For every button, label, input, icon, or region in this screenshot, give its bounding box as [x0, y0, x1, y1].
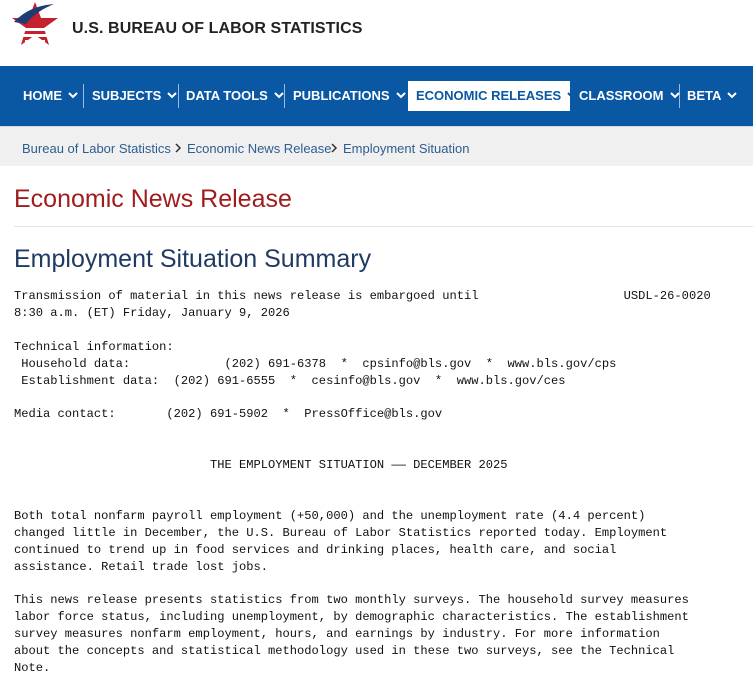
site-header [0, 0, 753, 66]
chevron-right-icon [174, 143, 182, 153]
nav-economic-releases[interactable] [408, 81, 570, 111]
nav-divider [178, 84, 179, 108]
breadcrumb-link-economic-news-release[interactable]: Economic News Release [187, 141, 332, 156]
nav-economic-releases-label: ECONOMIC RELEASES [416, 88, 562, 103]
nav-classroom[interactable] [579, 81, 681, 111]
nav-home[interactable] [23, 81, 79, 111]
nav-data-tools-label: DATA TOOLS [186, 88, 268, 103]
nav-divider [679, 84, 680, 108]
nav-divider [284, 84, 285, 108]
nav-publications[interactable] [293, 81, 407, 111]
nav-divider [83, 84, 84, 108]
agency-name[interactable]: U.S. BUREAU OF LABOR STATISTICS [72, 20, 363, 37]
nav-home-label: HOME [23, 88, 62, 103]
heading-divider [14, 226, 753, 227]
nav-classroom-label: CLASSROOM [579, 88, 664, 103]
bls-logo-icon[interactable] [10, 0, 60, 56]
breadcrumb [0, 126, 753, 166]
nav-data-tools[interactable] [186, 81, 285, 111]
chevron-down-icon [166, 89, 178, 101]
release-title: Economic News Release [14, 185, 292, 213]
chevron-down-icon [395, 89, 407, 101]
nav-subjects[interactable] [92, 81, 178, 111]
nav-subjects-label: SUBJECTS [92, 88, 162, 103]
release-body-text: Transmission of material in this news release is embargoed until USDL-26-0020 8:30 a.m. (ET) Friday, January 9, 2026 Technical information: Household data: (202) 691-6378 * cpsinfo@bls.gov * www.bls.gov/cps Establishment data: (202) 691-6555 * cesinfo@bls.gov * www.bls.gov/ces Media contact: (202) 691-5902 * PressOffice@bls.gov THE EMPLOYMENT SITUATION —— DECEMBER 2025 Both total nonfarm payroll employment (+50,000) and the unemployment rate (4.4 percent) changed little in December, the U.S. Bureau of Labor Statistics reported today. Employment continued to trend up in food services and drinking places, health care, and social assistance. Retail trade lost jobs. This news release presents statistics from two monthly surveys. The household survey measures labor force status, including unemployment, by demographic characteristics. The establishment survey measures nonfarm employment, hours, and earnings by industry. For more information about the concepts and statistical methodology used in these two surveys, see the Technical Note. [14, 289, 711, 675]
summary-title: Employment Situation Summary [14, 245, 372, 273]
breadcrumb-link-employment-situation[interactable]: Employment Situation [343, 141, 470, 156]
chevron-down-icon [726, 89, 738, 101]
breadcrumb-link-bls[interactable]: Bureau of Labor Statistics [22, 141, 171, 156]
main-nav [0, 66, 753, 126]
nav-beta[interactable] [687, 81, 738, 111]
chevron-down-icon [566, 89, 578, 101]
nav-publications-label: PUBLICATIONS [293, 88, 390, 103]
chevron-right-icon [330, 143, 338, 153]
chevron-down-icon [67, 89, 79, 101]
nav-beta-label: BETA [687, 88, 722, 103]
